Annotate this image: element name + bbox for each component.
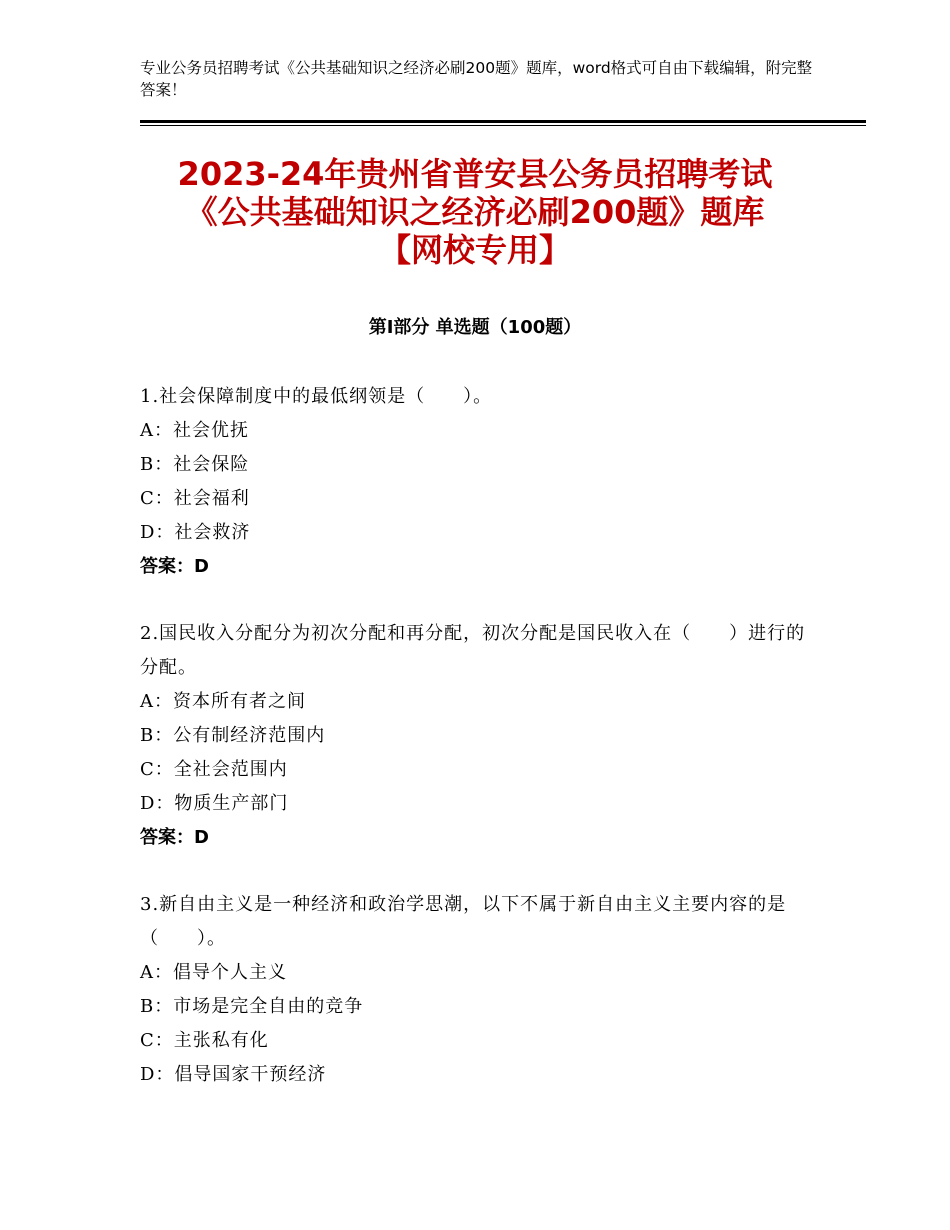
document-title (100, 155, 850, 269)
question-text: 2.国民收入分配分为初次分配和再分配，初次分配是国民收入在（ ）进行的分配。 (140, 623, 806, 678)
option-c: C：全社会范围内 (140, 759, 288, 780)
question-list (140, 380, 820, 1125)
option-b: B：社会保险 (140, 454, 250, 475)
answer-line: 答案：D (140, 827, 209, 848)
question-text: 3.新自由主义是一种经济和政治学思潮，以下不属于新自由主义主要内容的是（ ）。 (140, 894, 787, 949)
option-b: B：市场是完全自由的竞争 (140, 996, 364, 1017)
option-a: A：社会优抚 (140, 420, 249, 441)
option-a: A：资本所有者之间 (140, 691, 306, 712)
option-c: C：社会福利 (140, 488, 250, 509)
option-b: B：公有制经济范围内 (140, 725, 326, 746)
title-line-1: 2023-24年贵州省普安县公务员招聘考试 (177, 155, 773, 193)
option-c: C：主张私有化 (140, 1030, 269, 1051)
header-rule-thick (140, 120, 866, 123)
header-rule-thin (140, 125, 866, 126)
answer-line: 答案：D (140, 556, 209, 577)
question-1 (140, 380, 820, 584)
question-text: 1.社会保障制度中的最低纲领是（ ）。 (140, 386, 493, 407)
section-title: 第Ⅰ部分 单选题（100题） (368, 317, 582, 338)
title-line-3: 【网校专用】 (378, 231, 571, 269)
option-d: D：社会救济 (140, 522, 251, 543)
option-d: D：物质生产部门 (140, 793, 289, 814)
title-line-2: 《公共基础知识之经济必刷200题》题库 (185, 193, 765, 231)
question-3 (140, 888, 820, 1092)
question-2 (140, 617, 820, 855)
option-d: D：倡导国家干预经济 (140, 1064, 327, 1085)
header-note: 专业公务员招聘考试《公共基础知识之经济必刷200题》题库，word格式可自由下载编辑，附完整答案！ (140, 59, 813, 99)
option-a: A：倡导个人主义 (140, 962, 287, 983)
